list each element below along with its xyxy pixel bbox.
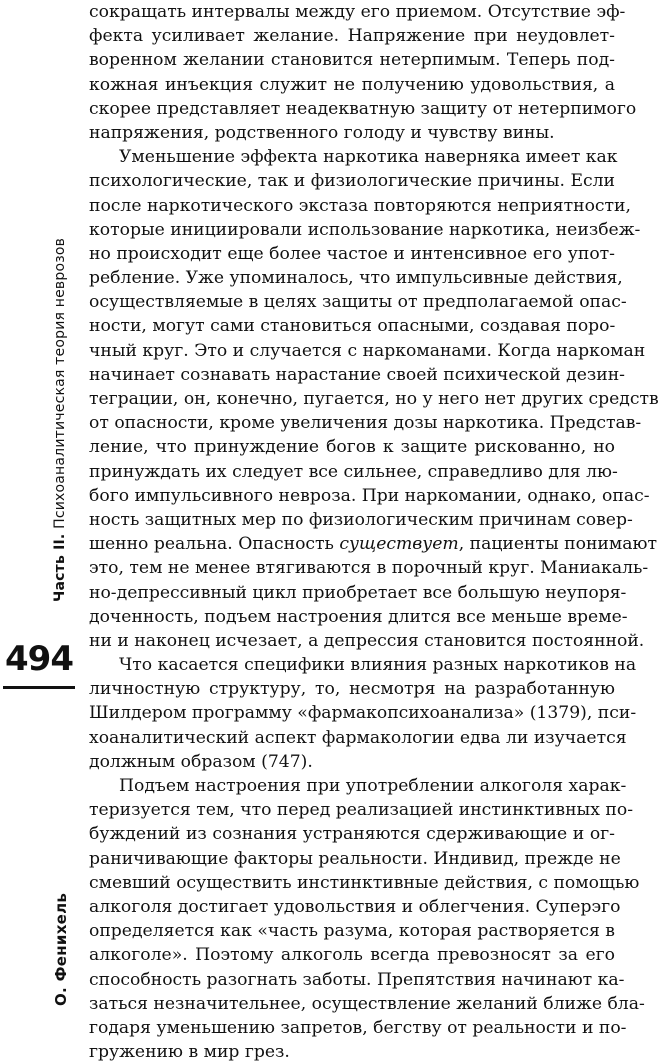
text-line: Что касается специфики влияния разных наркотиков на	[119, 655, 637, 676]
text-line: фекта усиливает желание. Напряжение при неудовлет-	[89, 26, 615, 47]
text-line: теграции, он, конечно, пугается, но у него нет других средств	[89, 389, 659, 409]
text-line: доченность, подъем настроения длится все меньше време-	[89, 606, 628, 627]
text-line: ребление. Уже упоминалось, что импульсивные действия,	[89, 268, 623, 289]
text-line: Подъем настроения при употреблении алкоголя харак-	[119, 776, 627, 796]
body-text	[89, 0, 659, 1064]
part-label: Часть II.	[52, 533, 68, 602]
text-line: ление, что принуждение богов к защите рискованно, но	[89, 437, 615, 458]
text-line: теризуется тем, что перед реализацией инстинктивных по-	[89, 800, 633, 821]
page-number-rule	[3, 686, 75, 689]
text-line: ность защитных мер по физиологическим причинам совер-	[89, 509, 633, 530]
text-line: заться незначительнее, осуществление желаний ближе бла-	[89, 993, 645, 1014]
paragraph	[89, 774, 645, 1064]
text-line: кожная инъекция служит не получению удовольствия, а	[89, 74, 615, 95]
text-line: чный круг. Это и случается с наркоманами. Когда наркоман	[89, 340, 646, 361]
running-head	[52, 238, 68, 602]
text-line: Шилдером программу «фармакопсихоанализа» (1379), пси-	[89, 703, 637, 724]
paragraph	[89, 145, 659, 653]
text-line: после наркотического экстаза повторяются неприятности,	[89, 195, 631, 216]
text-line: личностную структуру, то, несмотря на разработанную	[89, 679, 615, 700]
text-line: но-депрессивный цикл приобретает все большую неупоря-	[89, 582, 627, 603]
page-number: 494	[5, 639, 73, 679]
text-line: Уменьшение эффекта наркотика наверняка имеет как	[119, 147, 618, 168]
text-line: от опасности, кроме увеличения дозы наркотика. Представ-	[89, 413, 642, 434]
text-line: воренном желании становится нетерпимым. Теперь под-	[89, 50, 615, 71]
text-line: принуждать их следует все сильнее, справедливо для лю-	[89, 461, 618, 482]
text-line: смевший осуществить инстинктивные действия, с помощью	[89, 872, 640, 893]
text-line: способность разогнать заботы. Препятствия начинают ка-	[89, 969, 625, 990]
text-line: гружению в мир грез.	[89, 1042, 290, 1063]
text-line: буждений из сознания устраняются сдерживающие и ог-	[89, 824, 615, 845]
text-line: сокращать интервалы между его приемом. Отсутствие эф-	[89, 2, 626, 22]
text-line: алкоголя достигает удовольствия и облегчения. Суперэго	[89, 896, 621, 917]
text-line: напряжения, родственного голоду и чувству вины.	[89, 122, 555, 143]
part-title: Психоаналитическая теория неврозов	[52, 237, 68, 529]
text-line: ни и наконец исчезает, а депрессия становится постоянной.	[89, 630, 645, 651]
text-line: раничивающие факторы реальности. Индивид, прежде не	[89, 848, 621, 869]
text-line: осуществляемые в целях защиты от предполагаемой опас-	[89, 292, 627, 313]
text-line: начинает сознавать нарастание своей психической дезин-	[89, 364, 625, 385]
text-line: бого импульсивного невроза. При наркомании, однако, опас-	[89, 485, 650, 506]
text-line: должным образом (747).	[89, 751, 313, 772]
text-line: это, тем не менее втягиваются в порочный круг. Маниакаль-	[89, 558, 649, 579]
text-line: которые инициировали использование наркотика, неизбеж-	[89, 219, 641, 240]
side-margin	[0, 0, 80, 1020]
paragraph	[89, 0, 637, 145]
text-line: хоаналитический аспект фармакологии едва ли изучается	[89, 727, 627, 748]
paragraph	[89, 653, 637, 774]
text-line: определяется как «часть разума, которая растворяется в	[89, 921, 615, 942]
text-line: но происходит еще более частое и интенсивное его упот-	[89, 243, 615, 264]
text-line: алкоголе». Поэтому алкоголь всегда превозносят за его	[89, 945, 615, 966]
text-line: психологические, так и физиологические причины. Если	[89, 171, 615, 192]
author-name: О. Фенихель	[52, 892, 70, 1006]
text-line: скорее представляет неадекватную защиту от нетерпимого	[89, 98, 637, 119]
text-line: годаря уменьшению запретов, бегству от реальности и по-	[89, 1017, 627, 1038]
emphasis: существует	[339, 534, 459, 555]
text-line: шенно реальна. Опасность существует, пациенты понимают	[89, 534, 657, 555]
text-line: ности, могут сами становиться опасными, создавая поро-	[89, 316, 616, 337]
